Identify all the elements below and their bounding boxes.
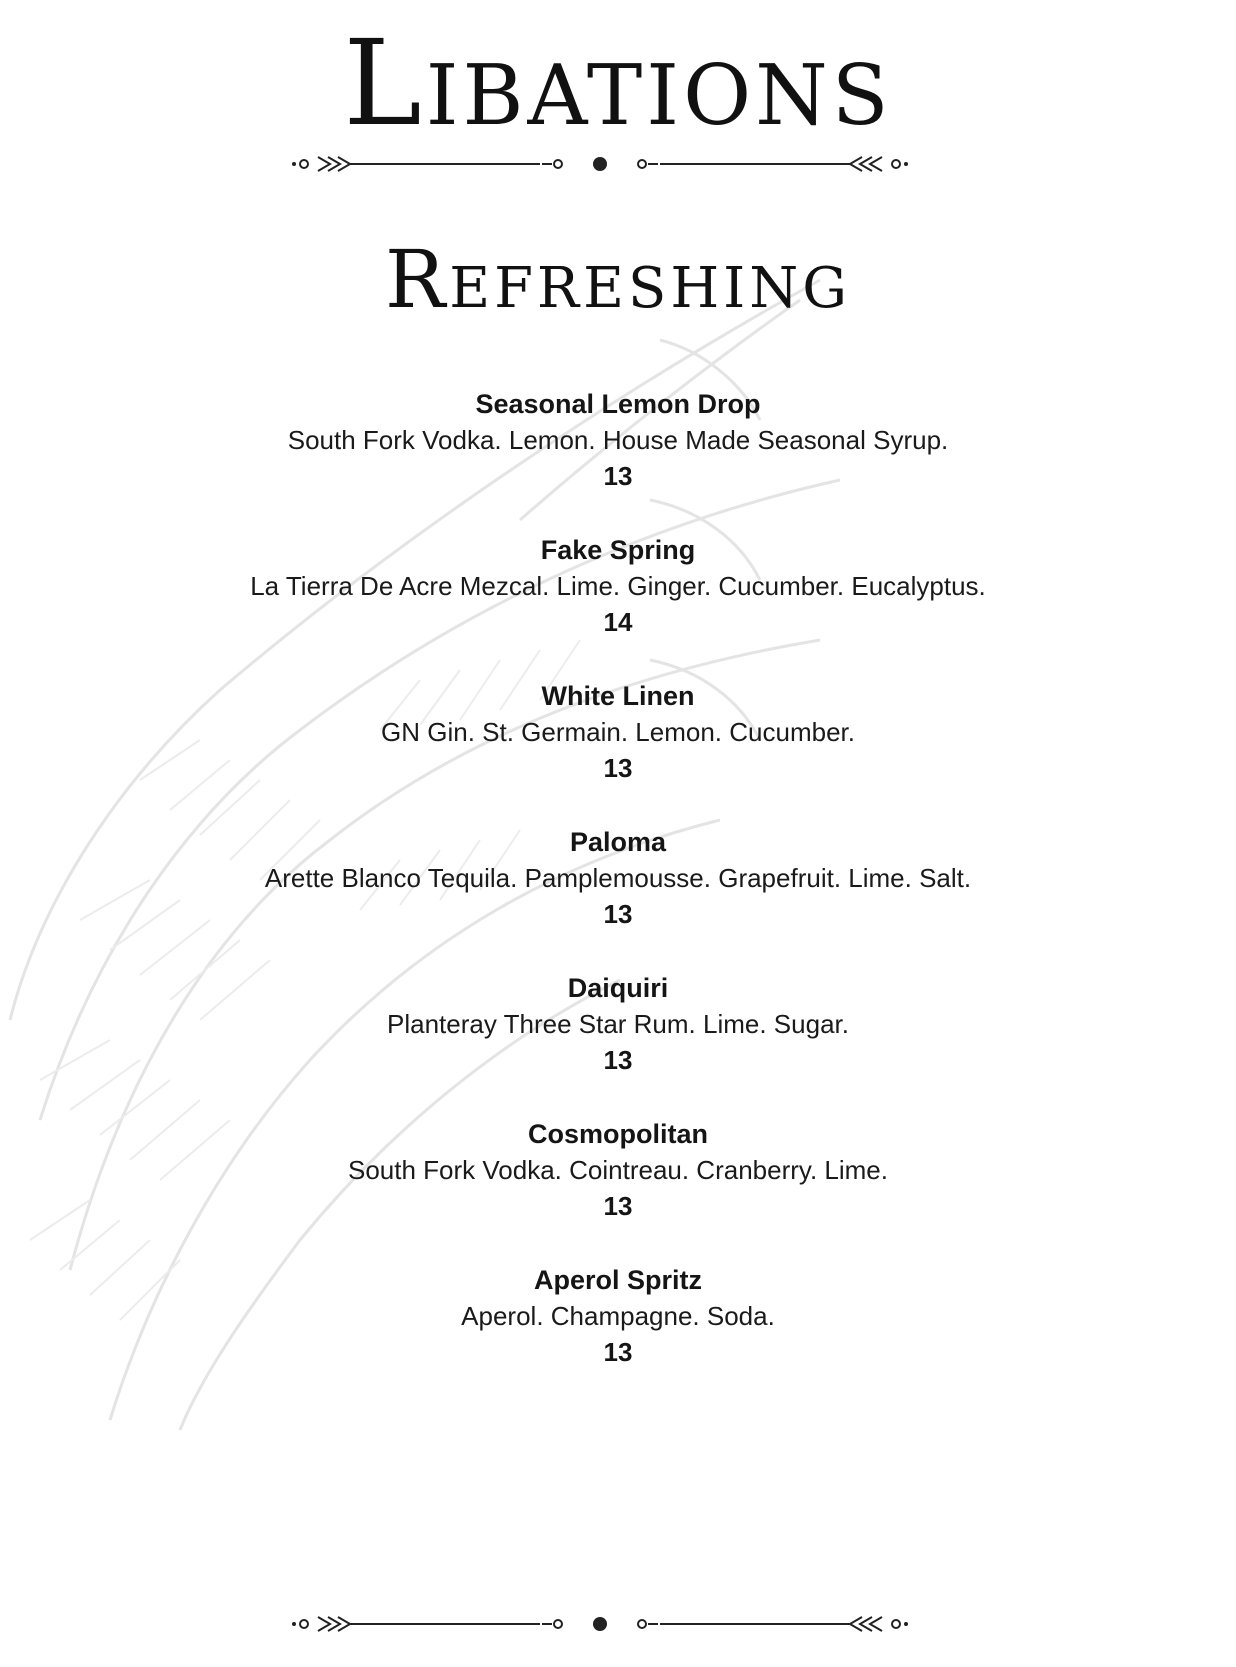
item-name: Aperol Spritz <box>533 1265 702 1295</box>
item-price: 13 <box>603 899 633 929</box>
item-price: 13 <box>603 753 633 783</box>
menu-item <box>0 1116 1236 1262</box>
ornamental-divider-icon <box>290 1612 910 1636</box>
item-name: Daiquiri <box>567 973 669 1003</box>
item-description: South Fork Vodka. Cointreau. Cranberry. Lime. <box>348 1155 888 1185</box>
item-description: GN Gin. St. Germain. Lemon. Cucumber. <box>381 717 855 747</box>
item-description: Planteray Three Star Rum. Lime. Sugar. <box>387 1009 849 1039</box>
item-name: Cosmopolitan <box>528 1119 708 1149</box>
item-description: Aperol. Champagne. Soda. <box>461 1301 775 1331</box>
item-name: Seasonal Lemon Drop <box>475 389 761 419</box>
section-heading: Refreshing <box>384 233 852 326</box>
item-name: White Linen <box>541 681 695 711</box>
menu-item <box>0 1262 1236 1408</box>
item-price: 13 <box>603 461 633 491</box>
menu-item <box>0 824 1236 970</box>
menu-item <box>0 970 1236 1116</box>
ornamental-divider-icon <box>290 152 910 176</box>
item-price: 14 <box>603 607 633 637</box>
menu-item-list <box>0 386 1236 1408</box>
item-name: Paloma <box>569 827 667 857</box>
item-description: Arette Blanco Tequila. Pamplemousse. Grapefruit. Lime. Salt. <box>264 863 972 893</box>
menu-title: Libations <box>343 14 893 152</box>
item-description: La Tierra De Acre Mezcal. Lime. Ginger. Cucumber. Eucalyptus. <box>250 571 986 601</box>
item-price: 13 <box>603 1337 633 1367</box>
item-price: 13 <box>603 1191 633 1221</box>
item-name: Fake Spring <box>540 535 696 565</box>
item-description: South Fork Vodka. Lemon. House Made Seasonal Syrup. <box>287 425 949 455</box>
menu-item <box>0 678 1236 824</box>
item-price: 13 <box>603 1045 633 1075</box>
menu-item <box>0 386 1236 532</box>
menu-item <box>0 532 1236 678</box>
